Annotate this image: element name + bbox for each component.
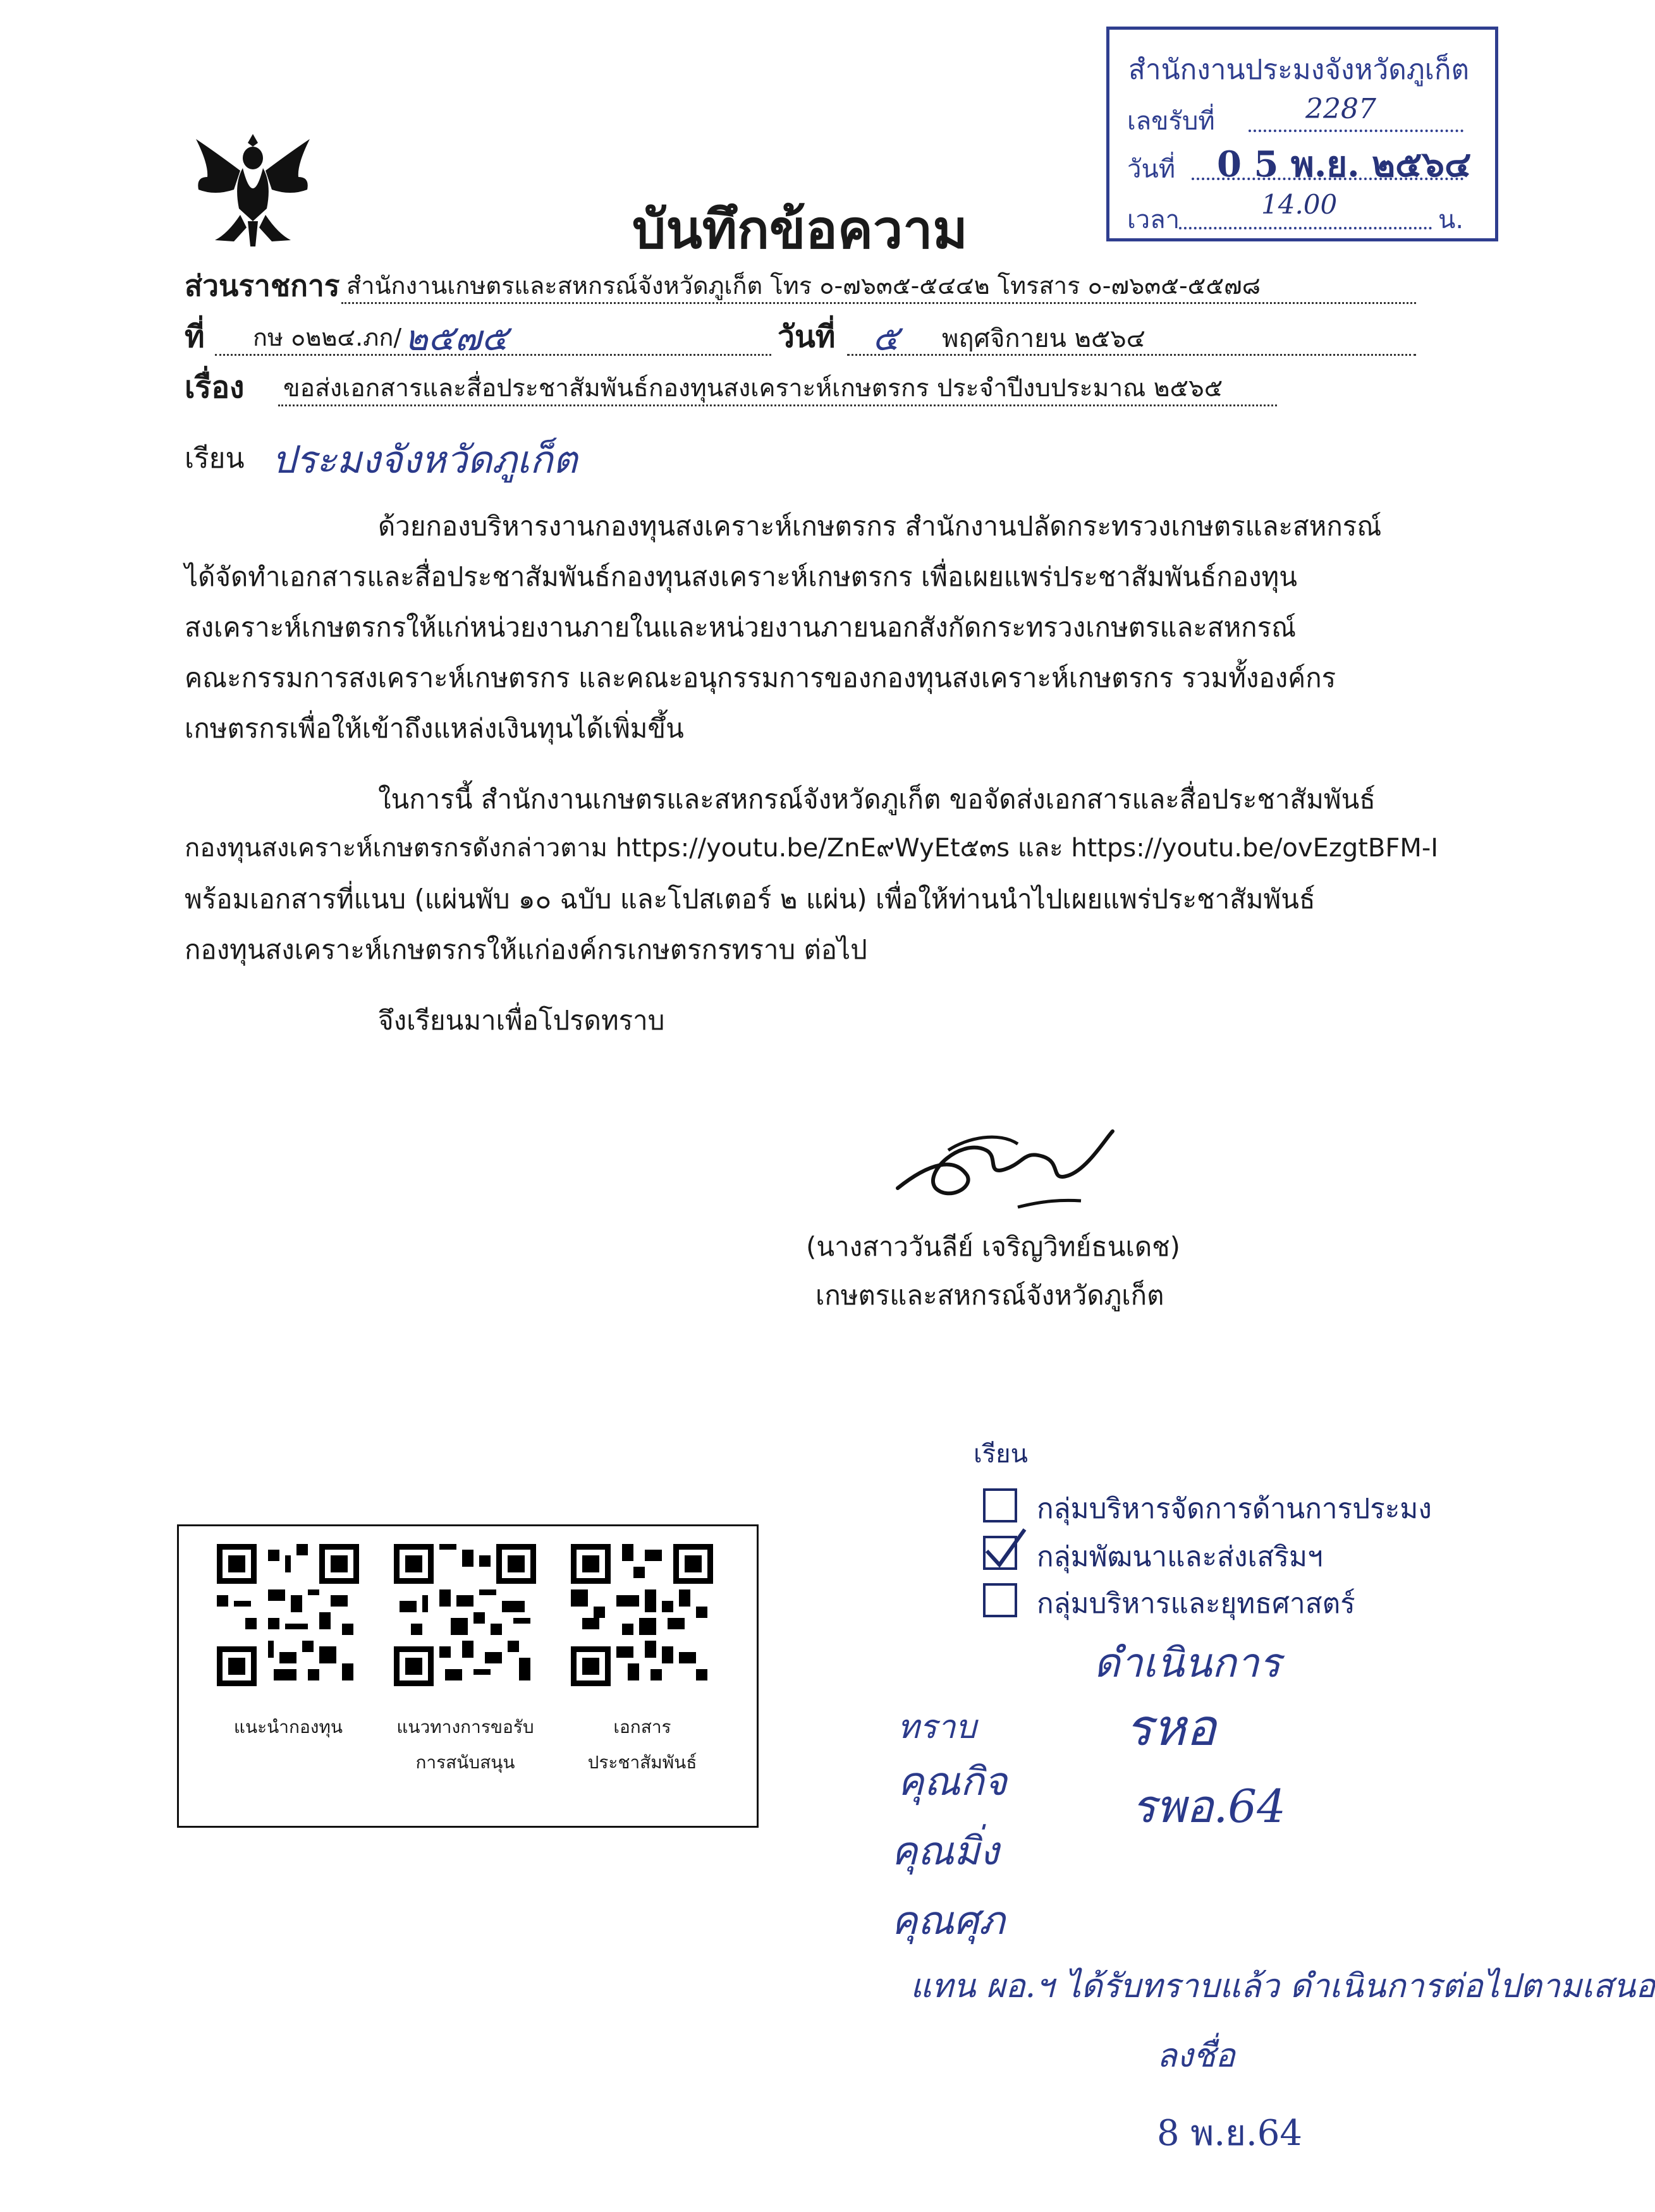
stamp-date-value: 0 5 พ.ย. ๒๕๖๔: [1217, 143, 1472, 185]
qr-caption-2-line2: การสนับสนุน: [415, 1752, 515, 1773]
qr-code-icon[interactable]: [571, 1544, 713, 1686]
body-para1-line4: คณะกรรมการสงเคราะห์เกษตรกร และคณะอนุกรรมการของกองทุนสงเคราะห์เกษตรกร รวมทั้งองค์กร: [185, 662, 1336, 693]
note-left-1: ทราบ: [898, 1708, 977, 1746]
to-handwritten: ประมงจังหวัดภูเก็ต: [272, 438, 578, 482]
note-left-3: คุณมิ่ง: [891, 1828, 999, 1874]
routing-option-1: กลุ่มบริหารจัดการด้านการประมง: [1037, 1493, 1432, 1525]
routing-option-3: กลุ่มบริหารและยุทธศาสตร์: [1037, 1588, 1355, 1620]
stamp-recv-value: 2287: [1305, 93, 1376, 125]
signer-name: (นางสาววันลีย์ เจริญวิทย์ธนเดช): [806, 1231, 1181, 1262]
note-left-4: คุณศุภ: [891, 1897, 1005, 1943]
qr-caption-2-line1: แนวทางการขอรับ: [396, 1717, 534, 1737]
to-label: เรียน: [185, 442, 245, 475]
date-value: พฤศจิกายน ๒๕๖๔: [942, 324, 1145, 353]
qr-caption-3-line2: ประชาสัมพันธ์: [587, 1752, 697, 1773]
stamp-office: สำนักงานประมงจังหวัดภูเก็ต: [1128, 54, 1470, 86]
stamp-date-label: วันที่: [1127, 155, 1176, 184]
body-para2-line1: ในการนี้ สำนักงานเกษตรและสหกรณ์จังหวัดภูเก็ต ขอจัดส่งเอกสารและสื่อประชาสัมพันธ์: [378, 784, 1376, 815]
body-para1-line2: ได้จัดทำเอกสารและสื่อประชาสัมพันธ์กองทุนสงเคราะห์เกษตรกร เพื่อเผยแพร่ประชาสัมพันธ์กองทุน: [185, 561, 1297, 592]
note-right-1: ดำเนินการ: [1094, 1640, 1281, 1687]
qr-code-icon[interactable]: [217, 1544, 359, 1686]
stamp-recv-label: เลขรับที่: [1127, 107, 1215, 136]
dept-value: สำนักงานเกษตรและสหกรณ์จังหวัดภูเก็ต โทร ๐-๗๖๓๕-๕๔๔๒ โทรสาร ๐-๗๖๓๕-๕๕๗๘: [346, 272, 1261, 300]
subject-value: ขอส่งเอกสารและสื่อประชาสัมพันธ์กองทุนสงเคราะห์เกษตรกร ประจำปีงบประมาณ ๒๕๖๕: [283, 374, 1223, 403]
body-para1-line3: สงเคราะห์เกษตรกรให้แก่หน่วยงานภายในและหน่วยงานภายนอกสังกัดกระทรวงเกษตรและสหกรณ์: [185, 612, 1297, 643]
date-day-handwritten: ๕: [872, 318, 900, 359]
routing-checkbox-1[interactable]: [983, 1488, 1017, 1522]
date-label: วันที่: [778, 319, 836, 355]
routing-option-2: กลุ่มพัฒนาและส่งเสริมฯ: [1037, 1541, 1323, 1573]
qr-code-panel: [177, 1524, 759, 1828]
stamp-time-label: เวลา: [1127, 205, 1180, 234]
qr-caption-1-line1: แนะนำกองทุน: [233, 1717, 343, 1737]
stamp-time-suffix: น.: [1438, 205, 1464, 234]
closing-line: จึงเรียนมาเพื่อโปรดทราบ: [378, 1005, 665, 1036]
handwritten-signature: [872, 1112, 1138, 1220]
routing-checkbox-3[interactable]: [983, 1583, 1017, 1617]
stamp-time-value: 14.00: [1261, 189, 1338, 220]
ref-label: ที่: [185, 319, 205, 355]
page-title: บันทึกข้อความ: [632, 198, 968, 260]
note-left-6: ลงชื่อ: [1157, 2037, 1235, 2075]
receiving-stamp: [1106, 27, 1498, 241]
body-para1-line5: เกษตรกรเพื่อให้เข้าถึงแหล่งเงินทุนได้เพิ่มขึ้น: [185, 713, 684, 744]
note-left-5: แทน ผอ.ฯ ได้รับทราบแล้ว ดำเนินการต่อไปตามเสนอ: [910, 1967, 1655, 2005]
body-para2-line3: พร้อมเอกสารที่แนบ (แผ่นพับ ๑๐ ฉบับ และโปสเตอร์ ๒ แผ่น) เพื่อให้ท่านนำไปเผยแพร่ประชาสัมพันธ์: [185, 884, 1316, 915]
body-para1-line1: ด้วยกองบริหารงานกองทุนสงเคราะห์เกษตรกร สำนักงานปลัดกระทรวงเกษตรและสหกรณ์: [378, 511, 1382, 542]
check-mark-icon: [983, 1526, 1027, 1570]
qr-caption-3-line1: เอกสาร: [613, 1717, 671, 1737]
routing-heading: เรียน: [974, 1440, 1028, 1469]
dept-label: ส่วนราชการ: [185, 269, 340, 303]
garuda-emblem-icon: [190, 126, 316, 253]
qr-code-icon[interactable]: [394, 1544, 536, 1686]
note-right-3: รพอ.64: [1132, 1780, 1286, 1833]
body-para2-line4: กองทุนสงเคราะห์เกษตรกรให้แก่องค์กรเกษตรกรทราบ ต่อไป: [185, 934, 867, 965]
body-para2-line2: กองทุนสงเคราะห์เกษตรกรดังกล่าวตาม https://youtu.be/ZnE๙WyEt๕๓s และ https://youtu.be/ovEzgtBFM-I: [185, 834, 1439, 863]
ref-handwritten: ๒๕๗๕: [405, 318, 508, 359]
routing-checkbox-2[interactable]: [983, 1536, 1017, 1570]
note-left-2: คุณกิจ: [898, 1758, 1007, 1804]
ref-value: กษ ๐๒๒๔.ภก/: [253, 324, 402, 351]
subject-label: เรื่อง: [185, 370, 245, 405]
note-right-2: รหอ: [1125, 1698, 1216, 1757]
note-date: 8 พ.ย.64: [1157, 2113, 1303, 2154]
signer-position: เกษตรและสหกรณ์จังหวัดภูเก็ต: [815, 1280, 1164, 1311]
